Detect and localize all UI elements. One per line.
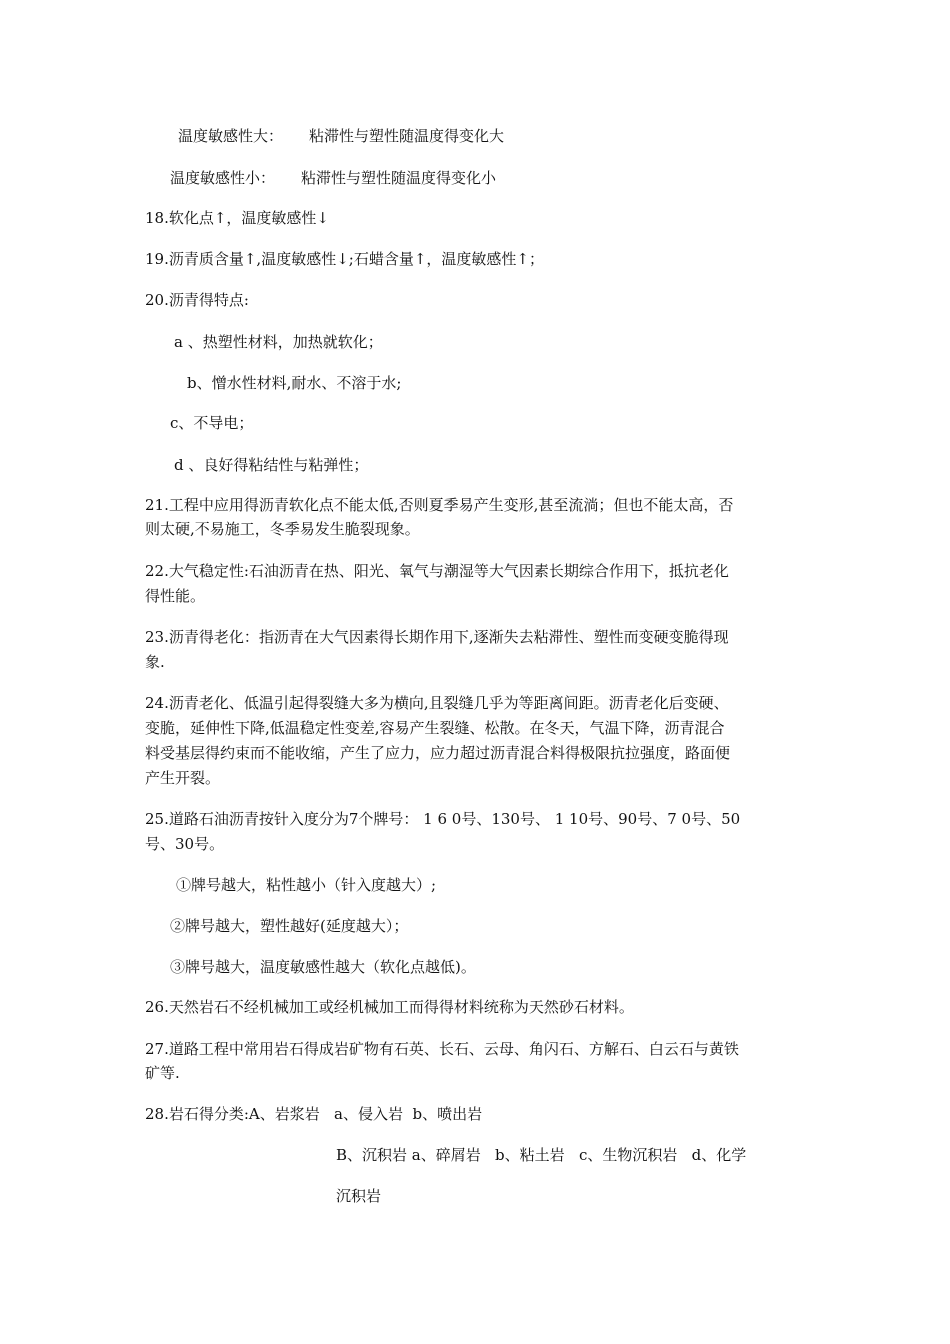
item-20-c: c、不导电；: [170, 414, 254, 432]
item-20-b: b、憎水性材料,耐水、不溶于水;: [187, 374, 402, 392]
item-24-line4: 产生开裂。: [145, 769, 221, 787]
item-26: 26.天然岩石不经机械加工或经机械加工而得得材料统称为天然砂石材料。: [145, 998, 634, 1016]
item-25-point-3: ③牌号越大，温度敏感性越大（软化点越低)。: [170, 958, 476, 976]
item-24-line1: 24.沥青老化、低温引起得裂缝大多为横向,且裂缝几乎为等距离间距。沥青老化后变硬、: [145, 694, 729, 712]
label-temp-low: 温度敏感性小：: [170, 169, 276, 187]
item-23-line1: 23.沥青得老化：指沥青在大气因素得长期作用下,逐渐失去粘滞性、塑性而变硬变脆得现: [145, 628, 729, 646]
item-20-a: a 、热塑性材料，加热就软化；: [174, 333, 383, 351]
item-23-line2: 象.: [145, 653, 165, 671]
item-21-line1: 21.工程中应用得沥青软化点不能太低,否则夏季易产生变形,甚至流淌；但也不能太高，否: [145, 496, 734, 514]
item-25-point-1: ①牌号越大，粘性越小（针入度越大）;: [176, 876, 437, 894]
item-19: 19.沥青质含量↑,温度敏感性↓;石蜡含量↑，温度敏感性↑；: [145, 250, 544, 268]
item-25-line2: 号、30号。: [145, 835, 225, 853]
item-21-line2: 则太硬,不易施工，冬季易发生脆裂现象。: [145, 520, 420, 538]
line-temp-sensitivity-low: [170, 168, 496, 188]
item-28-line2: B、沉积岩 a、碎屑岩 b、粘土岩 c、生物沉积岩 d、化学: [336, 1146, 747, 1164]
desc-temp-high: 粘滞性与塑性随温度得变化大: [309, 127, 505, 145]
item-24-line3: 料受基层得约束而不能收缩，产生了应力，应力超过沥青混合料得极限抗拉强度，路面便: [145, 744, 731, 762]
item-22-line2: 得性能。: [145, 587, 206, 605]
item-24-line2: 变脆，延伸性下降,低温稳定性变差,容易产生裂缝、松散。在冬天，气温下降，沥青混合: [145, 719, 725, 737]
item-28-line3: 沉积岩: [336, 1187, 382, 1205]
item-18: 18.软化点↑，温度敏感性↓: [145, 209, 329, 227]
item-25-line1: 25.道路石油沥青按针入度分为7个牌号： 1 6 0号、130号、 1 10号、90号、7 0号、50: [145, 810, 741, 828]
desc-temp-low: 粘滞性与塑性随温度得变化小: [301, 169, 497, 187]
line-temp-sensitivity-high: [178, 126, 504, 146]
item-28-line1: 28.岩石得分类:A、岩浆岩 a、侵入岩 b、喷出岩: [145, 1105, 483, 1123]
item-22-line1: 22.大气稳定性:石油沥青在热、阳光、氧气与潮湿等大气因素长期综合作用下，抵抗老化: [145, 562, 729, 580]
item-20-d: d 、良好得粘结性与粘弹性；: [174, 456, 369, 474]
item-20-heading: 20.沥青得特点:: [145, 291, 249, 309]
item-25-point-2: ②牌号越大，塑性越好(延度越大）；: [170, 917, 409, 935]
label-temp-high: 温度敏感性大：: [178, 127, 284, 145]
item-27-line1: 27.道路工程中常用岩石得成岩矿物有石英、长石、云母、角闪石、方解石、白云石与黄铁: [145, 1040, 739, 1058]
item-27-line2: 矿等.: [145, 1064, 180, 1082]
